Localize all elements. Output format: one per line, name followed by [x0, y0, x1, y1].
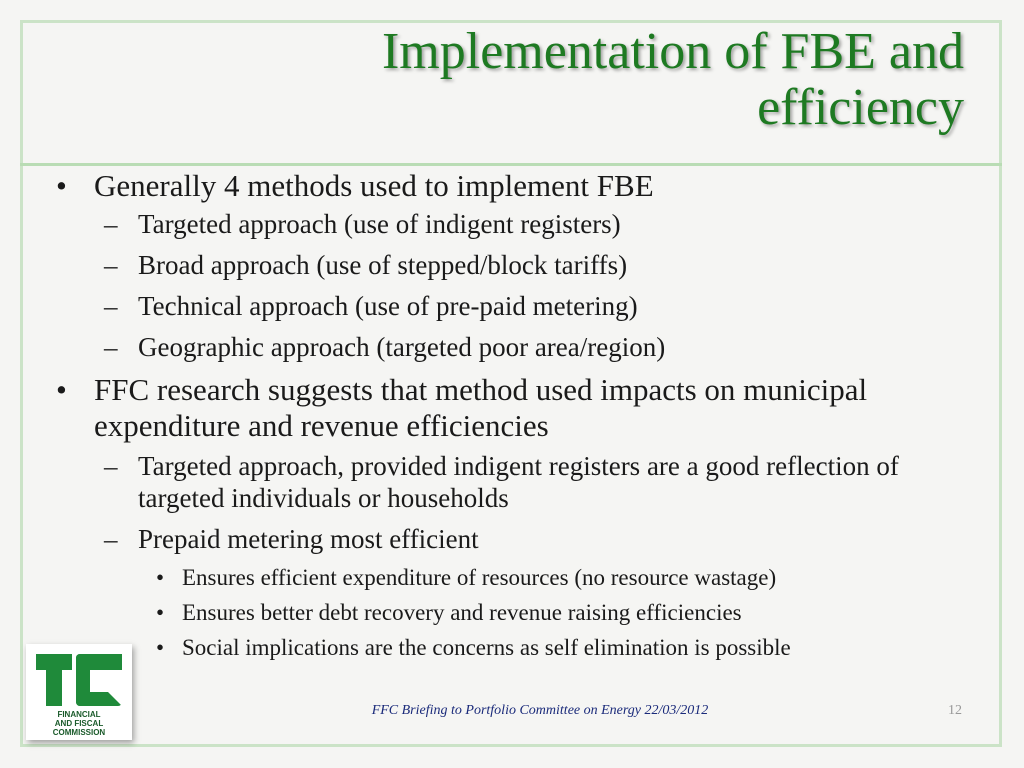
dash-marker: – — [104, 291, 118, 321]
bullet-level2 — [56, 290, 956, 322]
bullet-marker: • — [156, 600, 165, 625]
bullet-text: Geographic approach (targeted poor area/region) — [138, 332, 666, 362]
bullet-level3 — [56, 634, 956, 662]
title-line-1: Implementation of FBE and — [381, 23, 964, 80]
bullet-level3 — [56, 564, 956, 592]
bullet-text: Broad approach (use of stepped/block tariffs) — [138, 250, 628, 280]
bullet-level2 — [56, 208, 956, 240]
bullet-marker: • — [56, 168, 67, 203]
bullet-level3 — [56, 599, 956, 627]
bullet-text: FFC research suggests that method used impacts on municipal expenditure and revenue efficiencies — [94, 372, 868, 443]
bullet-text: Ensures efficient expenditure of resources (no resource wastage) — [182, 565, 777, 590]
page-number: 12 — [948, 703, 962, 718]
logo-text — [32, 710, 126, 737]
bullet-text: Targeted approach, provided indigent registers are a good reflection of targeted individuals or households — [138, 451, 899, 513]
bullet-text: Generally 4 methods used to implement FBE — [94, 168, 654, 203]
logo-line-3: COMMISSION — [52, 728, 106, 737]
bullet-text: Ensures better debt recovery and revenue raising efficiencies — [182, 600, 742, 625]
dash-marker: – — [104, 250, 118, 280]
bullet-text: Targeted approach (use of indigent registers) — [138, 209, 621, 239]
bullet-level2 — [56, 450, 956, 514]
bullet-text: Social implications are the concerns as self elimination is possible — [182, 635, 791, 660]
bullet-text: Technical approach (use of pre-paid metering) — [138, 291, 638, 321]
title-line-2: efficiency — [757, 79, 964, 136]
bullet-level1 — [56, 168, 956, 204]
ffc-logo — [26, 644, 132, 740]
title-divider — [20, 163, 1002, 166]
dash-marker: – — [104, 524, 118, 554]
slide-body — [56, 168, 956, 669]
bullet-level2 — [56, 249, 956, 281]
bullet-level2 — [56, 331, 956, 363]
slide-title — [164, 24, 964, 136]
logo-line-2: AND FISCAL — [54, 719, 104, 728]
slide-footer: FFC Briefing to Portfolio Committee on Energy 22/03/2012 — [371, 703, 709, 718]
bullet-text: Prepaid metering most efficient — [138, 524, 479, 554]
bullet-level2 — [56, 523, 956, 555]
bullet-marker: • — [56, 372, 67, 407]
bullet-marker: • — [156, 565, 165, 590]
bullet-marker: • — [156, 635, 165, 660]
dash-marker: – — [104, 209, 118, 239]
dash-marker: – — [104, 451, 118, 481]
bullet-level1 — [56, 372, 956, 444]
dash-marker: – — [104, 332, 118, 362]
logo-line-1: FINANCIAL — [57, 710, 101, 719]
